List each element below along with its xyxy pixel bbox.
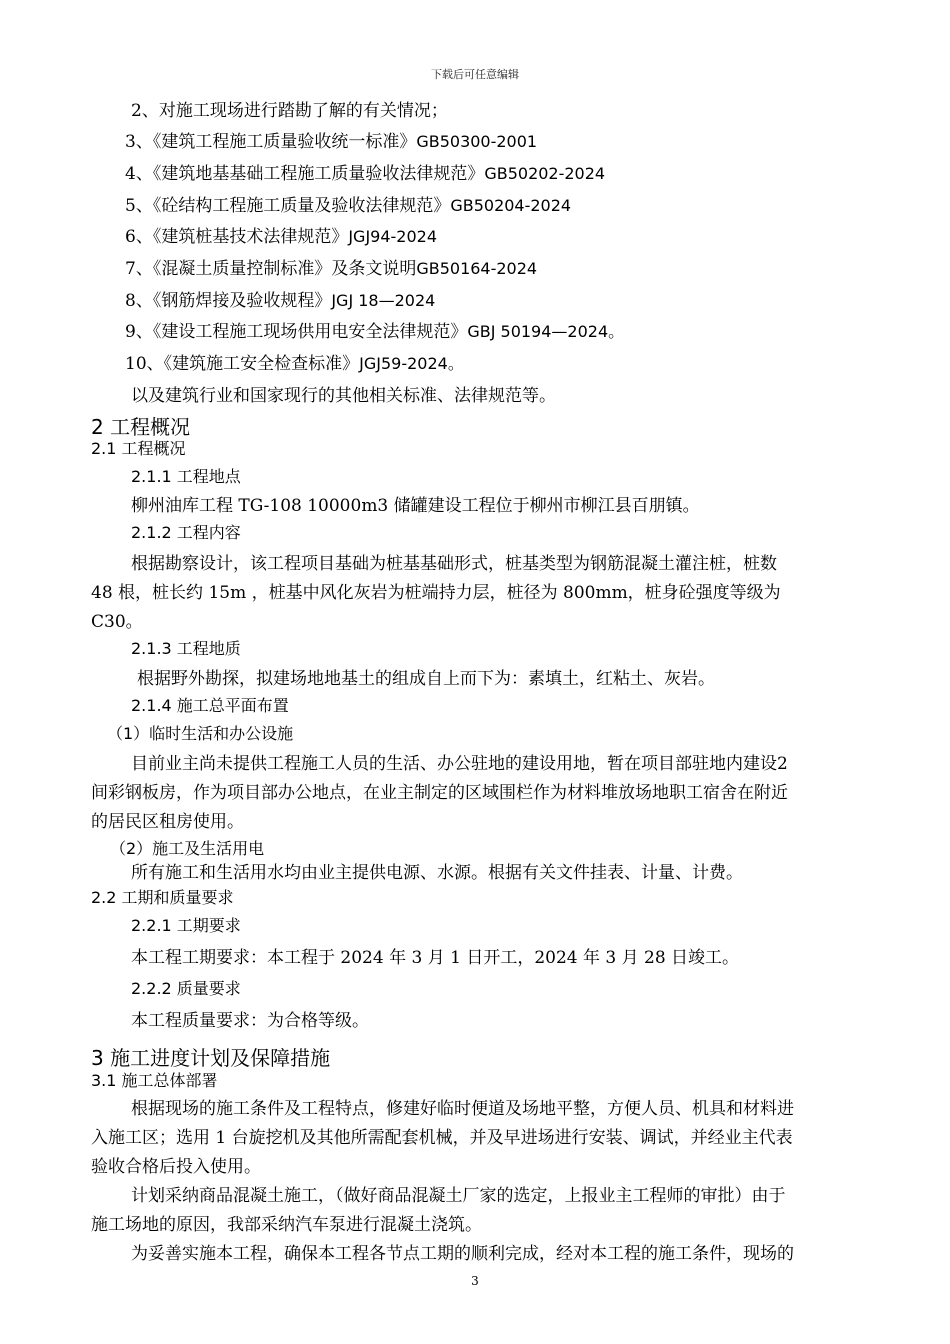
- reference-item: 5、《砼结构工程施工质量及验收法律规范》GB50204-2024: [125, 196, 572, 216]
- references-closing: 以及建筑行业和国家现行的其他相关标准、法律规范等。: [131, 386, 556, 406]
- page-number: 3: [471, 1274, 479, 1288]
- paragraph-line: C30。: [91, 612, 143, 632]
- item-2-heading: （2）施工及生活用电: [110, 839, 265, 858]
- paragraph-line: 目前业主尚未提供工程施工人员的生活、办公驻地的建设用地，暂在项目部驻地内建设2: [131, 754, 788, 774]
- reference-item: 10、《建筑施工安全检查标准》JGJ59-2024。: [125, 354, 464, 374]
- section-2-2-2-text: 本工程质量要求：为合格等级。: [131, 1011, 369, 1031]
- item-2-text: 所有施工和生活用水均由业主提供电源、水源。根据有关文件挂表、计量、计费。: [131, 863, 743, 883]
- section-2-heading: 2 工程概况: [91, 415, 191, 439]
- reference-item: 9、《建设工程施工现场供用电安全法律规范》GBJ 50194—2024。: [125, 322, 625, 342]
- reference-item: 6、《建筑桩基技术法律规范》JGJ94-2024: [125, 227, 438, 247]
- section-2-1-heading: 2.1 工程概况: [91, 439, 186, 458]
- section-2-1-4-heading: 2.1.4 施工总平面布置: [131, 696, 289, 715]
- section-2-2-heading: 2.2 工期和质量要求: [91, 888, 234, 907]
- item-1-heading: （1）临时生活和办公设施: [107, 724, 294, 743]
- paragraph-line: 施工场地的原因，我部采纳汽车泵进行混凝土浇筑。: [91, 1215, 482, 1235]
- paragraph-line: 验收合格后投入使用。: [91, 1157, 261, 1177]
- reference-item: 2、对施工现场进行踏勘了解的有关情况；: [131, 101, 448, 121]
- paragraph-line: 为妥善实施本工程，确保本工程各节点工期的顺利完成，经对本工程的施工条件，现场的: [131, 1244, 794, 1264]
- section-2-1-3-heading: 2.1.3 工程地质: [131, 639, 241, 658]
- section-2-1-1-heading: 2.1.1 工程地点: [131, 467, 241, 486]
- paragraph-line: 入施工区；选用 1 台旋挖机及其他所需配套机械，并及早进场进行安装、调试，并经业主代表: [91, 1128, 793, 1148]
- section-2-2-1-heading: 2.2.1 工期要求: [131, 916, 241, 935]
- reference-item: 8、《钢筋焊接及验收规程》JGJ 18—2024: [125, 291, 436, 311]
- section-3-1-heading: 3.1 施工总体部署: [91, 1071, 218, 1090]
- paragraph-line: 计划采纳商品混凝土施工，（做好商品混凝土厂家的选定，上报业主工程师的审批）由于: [131, 1186, 786, 1206]
- reference-item: 4、《建筑地基基础工程施工质量验收法律规范》GB50202-2024: [125, 164, 606, 184]
- paragraph-line: 间彩钢板房，作为项目部办公地点，在业主制定的区域围栏作为材料堆放场地职工宿舍在附近: [91, 783, 788, 803]
- section-2-1-3-text: 根据野外勘探，拟建场地地基土的组成自上而下为：素填土，红粘土、灰岩。: [137, 669, 715, 689]
- reference-item: 3、《建筑工程施工质量验收统一标准》GB50300-2001: [125, 132, 538, 152]
- section-2-2-1-text: 本工程工期要求：本工程于 2024 年 3 月 1 日开工，2024 年 3 月 28 日竣工。: [131, 948, 740, 968]
- paragraph-line: 根据勘察设计，该工程项目基础为桩基基础形式，桩基类型为钢筋混凝土灌注桩，桩数: [131, 554, 777, 574]
- section-2-2-2-heading: 2.2.2 质量要求: [131, 979, 241, 998]
- section-2-1-2-heading: 2.1.2 工程内容: [131, 523, 241, 542]
- paragraph-line: 的居民区租房使用。: [91, 812, 244, 832]
- paragraph-line: 根据现场的施工条件及工程特点，修建好临时便道及场地平整，方便人员、机具和材料进: [131, 1099, 794, 1119]
- paragraph-line: 48 根，桩长约 15m ，桩基中风化灰岩为桩端持力层，桩径为 800mm，桩身砼强度等级为: [91, 583, 781, 603]
- section-3-heading: 3 施工进度计划及保障措施: [91, 1046, 331, 1070]
- reference-item: 7、《混凝土质量控制标准》及条文说明GB50164-2024: [125, 259, 538, 279]
- section-2-1-1-text: 柳州油库工程 TG-108 10000m3 储罐建设工程位于柳州市柳江县百朋镇。: [131, 496, 700, 516]
- page-header: 下载后可任意编辑: [431, 68, 519, 81]
